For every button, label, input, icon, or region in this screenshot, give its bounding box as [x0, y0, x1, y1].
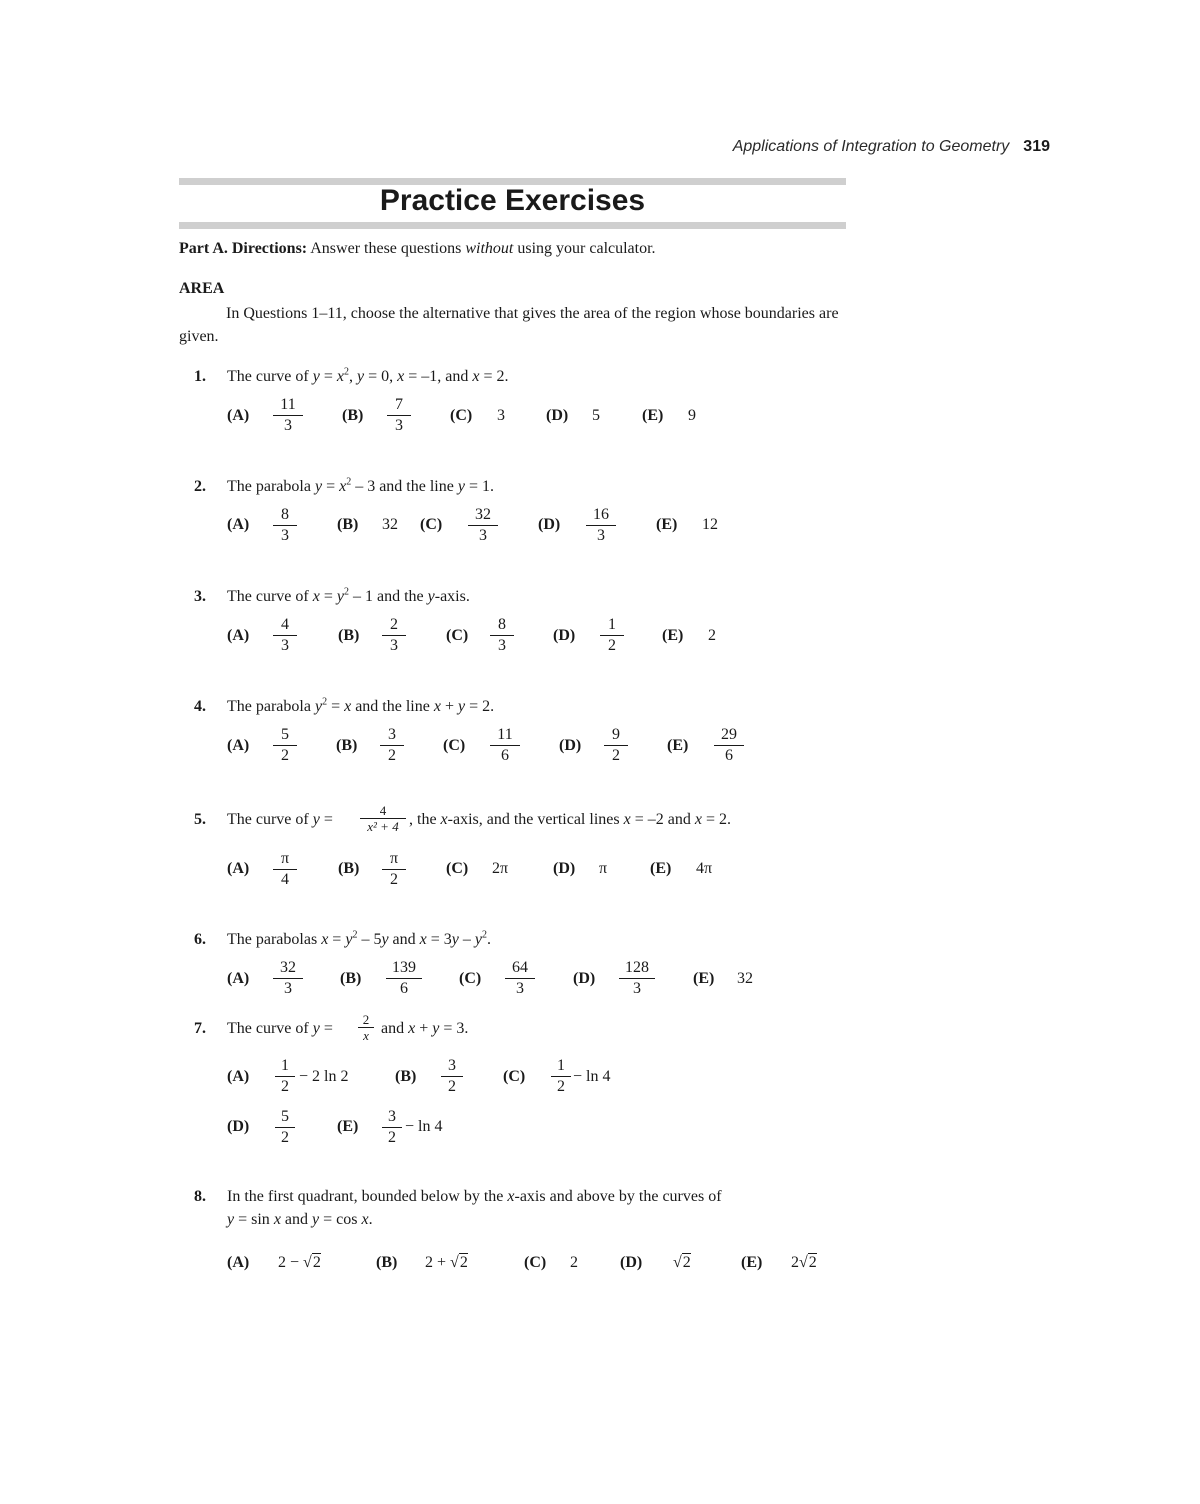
option-label-c: (C) [446, 627, 469, 644]
option-c-suffix: − ln 4 [573, 1068, 611, 1085]
running-head-title: Applications of Integration to Geometry [732, 138, 1010, 155]
option-c-fraction: $\frac{8}{3}$ [490, 616, 514, 655]
option-label-b: (B) [337, 516, 359, 533]
option-e-value: 2√2 [791, 1254, 817, 1271]
question-number: 5. [194, 811, 206, 828]
option-c-value: 3 [497, 407, 505, 424]
option-c-value: 2 [570, 1254, 578, 1271]
question-text-rest: and x + y = 3. [381, 1020, 469, 1037]
option-d-fraction: $\frac{1}{2}$ [600, 616, 624, 655]
option-a-fraction: $\frac{11}{3}$ [273, 396, 303, 435]
option-label-d: (D) [620, 1254, 643, 1271]
directions [179, 240, 656, 258]
sqrt-symbol: √2 [303, 1254, 321, 1271]
option-d-value: 5 [592, 407, 600, 424]
option-a-fraction: $\frac{5}{2}$ [273, 726, 297, 765]
option-a-fraction: $\frac{4}{3}$ [273, 616, 297, 655]
option-e-fraction: $\frac{29}{6}$ [714, 726, 744, 765]
option-c-value: 2π [492, 860, 509, 877]
option-label-e: (E) [662, 627, 684, 644]
option-b-fraction: $\frac{\pi}{2}$ [382, 850, 406, 889]
option-d-value: π [599, 860, 608, 877]
sqrt-symbol: √2 [799, 1254, 817, 1271]
option-label-a: (A) [227, 1254, 250, 1271]
directions-text-before: Answer these questions [310, 240, 462, 257]
option-label-a: (A) [227, 516, 250, 533]
option-b-fraction: $\frac{3}{2}$ [380, 726, 404, 765]
option-a-fraction: $\frac{8}{3}$ [273, 506, 297, 545]
option-label-b: (B) [342, 407, 364, 424]
page-title: Practice Exercises [379, 184, 646, 217]
question-number: 1. [194, 368, 206, 385]
question-text: The parabolas $x = y^2 - 5y$ and $x = 3y - y^2$. [227, 929, 492, 948]
question-text: In the first quadrant, bounded below by the x-axis and above by the curves of [227, 1188, 722, 1205]
option-label-a: (A) [227, 407, 250, 424]
option-e-value: 12 [702, 516, 718, 533]
option-e-value: 2 [708, 627, 716, 644]
option-c-fraction: $\frac{64}{3}$ [505, 959, 535, 998]
option-label-e: (E) [650, 860, 672, 877]
question-text: The curve of y = [227, 811, 333, 828]
option-b-fraction: $\frac{139}{6}$ [386, 959, 422, 998]
question-7-fraction: 2 x [358, 1012, 374, 1043]
option-label-b: (B) [395, 1068, 417, 1085]
option-label-c: (C) [450, 407, 473, 424]
sqrt-symbol: √2 [673, 1254, 691, 1271]
option-label-a: (A) [227, 627, 250, 644]
option-d-fraction: $\frac{5}{2}$ [275, 1108, 295, 1147]
option-b-fraction: $\frac{7}{3}$ [387, 396, 411, 435]
heading-rule-bottom [179, 222, 846, 229]
option-label-e: (E) [741, 1254, 763, 1271]
option-b-value: 32 [382, 516, 398, 533]
section-intro: In Questions 1–11, choose the alternative that gives the area of the region whose boundaries are given. [179, 305, 839, 345]
option-label-a: (A) [227, 737, 250, 754]
option-label-d: (D) [559, 737, 582, 754]
sqrt-symbol: √2 [450, 1254, 468, 1271]
option-d-fraction: $\frac{16}{3}$ [586, 506, 616, 545]
option-a-suffix: − 2 ln 2 [299, 1068, 349, 1085]
option-e-suffix: − ln 4 [405, 1118, 443, 1135]
question-number: 4. [194, 698, 206, 715]
option-e-value: 4π [696, 860, 713, 877]
option-b-fraction: $\frac{3}{2}$ [441, 1057, 463, 1096]
option-e-fraction: $\frac{3}{2}$ [382, 1108, 402, 1147]
option-label-b: (B) [376, 1254, 398, 1271]
question-number: 6. [194, 931, 206, 948]
option-b-fraction: $\frac{2}{3}$ [382, 616, 406, 655]
option-c-fraction: $\frac{11}{6}$ [490, 726, 520, 765]
question-number: 3. [194, 588, 206, 605]
directions-text-after: using your calculator. [517, 240, 656, 257]
option-b-value: 2 + √2 [425, 1254, 468, 1271]
question-text: The curve of y = [227, 1020, 333, 1037]
section-title: AREA [179, 280, 225, 297]
option-label-d: (D) [546, 407, 569, 424]
option-label-c: (C) [459, 970, 482, 987]
option-a-fraction: $\frac{\pi}{4}$ [273, 850, 297, 889]
option-label-a: (A) [227, 1068, 250, 1085]
option-label-e: (E) [667, 737, 689, 754]
question-text-rest: , the x-axis, and the vertical lines x = –2 and x = 2. [409, 811, 731, 828]
question-number: 2. [194, 478, 206, 495]
option-label-a: (A) [227, 860, 250, 877]
question-text: The parabola $y^2 = x$ and the line x + y = 2. [227, 696, 495, 715]
option-label-c: (C) [446, 860, 469, 877]
page-number: 319 [1023, 138, 1050, 155]
question-number: 8. [194, 1188, 206, 1205]
option-label-b: (B) [338, 627, 360, 644]
directions-emphasis: without [465, 240, 514, 257]
question-text: The curve of $y = x^2$, y = 0, x = –1, and x = 2. [227, 366, 509, 385]
option-label-c: (C) [420, 516, 443, 533]
option-label-b: (B) [338, 860, 360, 877]
option-label-d: (D) [553, 627, 576, 644]
option-d-fraction: $\frac{128}{3}$ [619, 959, 655, 998]
option-label-e: (E) [642, 407, 664, 424]
option-e-value: 32 [737, 970, 753, 987]
directions-part: Part A. Directions: [179, 240, 308, 257]
running-head [600, 138, 1050, 156]
option-a-value: 2 − √2 [278, 1254, 321, 1271]
option-label-c: (C) [503, 1068, 526, 1085]
option-label-c: (C) [524, 1254, 547, 1271]
option-label-d: (D) [227, 1118, 250, 1135]
option-d-fraction: $\frac{9}{2}$ [604, 726, 628, 765]
option-e-value: 9 [688, 407, 696, 424]
question-number: 7. [194, 1020, 206, 1037]
option-c-fraction: $\frac{1}{2}$ [551, 1057, 571, 1096]
option-label-d: (D) [553, 860, 576, 877]
option-label-d: (D) [573, 970, 596, 987]
question-text-line2: y = sin x and y = cos x. [227, 1211, 373, 1228]
option-a-fraction: $\frac{1}{2}$ [275, 1057, 295, 1096]
option-label-e: (E) [693, 970, 715, 987]
option-label-b: (B) [336, 737, 358, 754]
option-label-e: (E) [656, 516, 678, 533]
option-c-fraction: $\frac{32}{3}$ [468, 506, 498, 545]
option-label-e: (E) [337, 1118, 359, 1135]
question-text: The curve of $x = y^2 - 1$ and the y-axis. [227, 586, 470, 605]
option-label-d: (D) [538, 516, 561, 533]
option-a-fraction: $\frac{32}{3}$ [273, 959, 303, 998]
option-label-b: (B) [340, 970, 362, 987]
option-d-value [673, 1254, 691, 1272]
question-5-fraction: 4 x² + 4 [360, 803, 406, 834]
option-label-a: (A) [227, 970, 250, 987]
option-label-c: (C) [443, 737, 466, 754]
question-text: The parabola $y = x^2 - 3$ and the line y = 1. [227, 476, 494, 495]
